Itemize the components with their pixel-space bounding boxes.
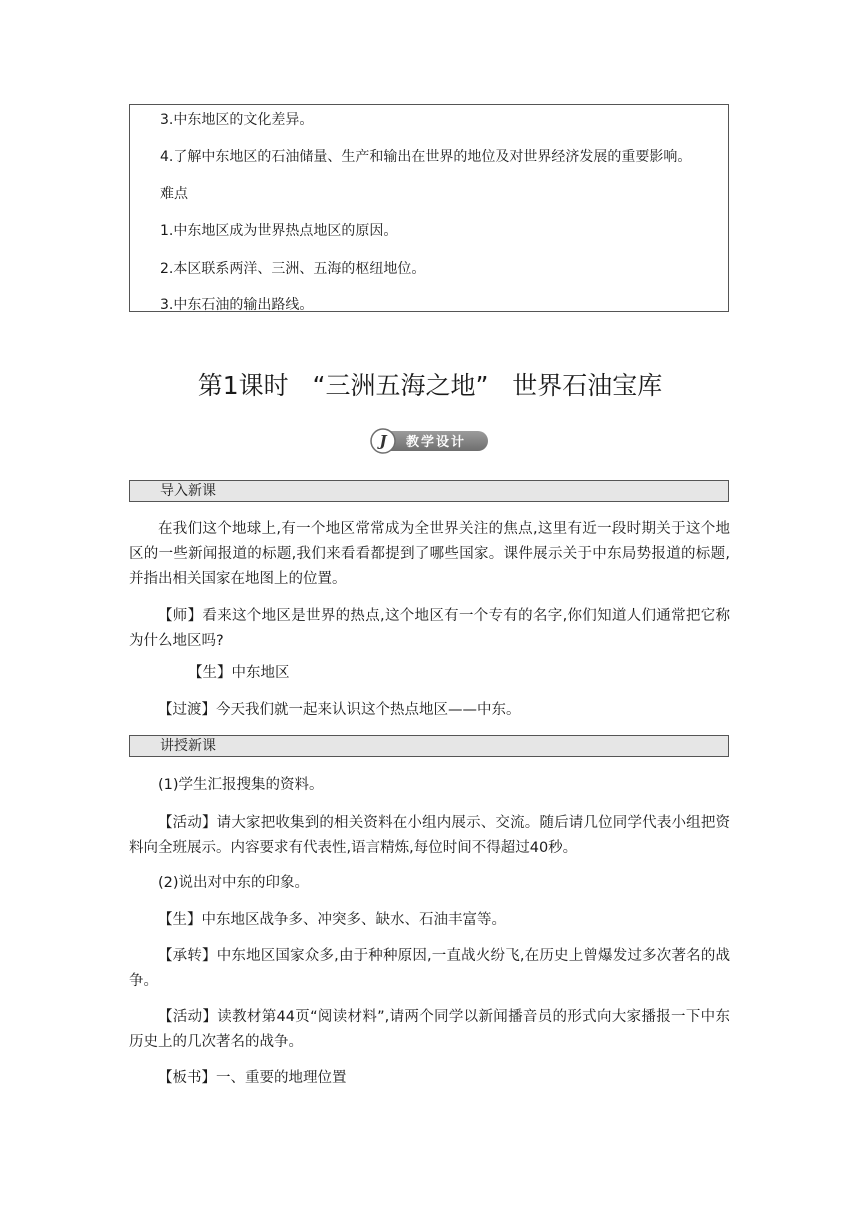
teaching-design-badge xyxy=(370,428,490,454)
teach-item-2: (2)说出对中东的印象。 xyxy=(158,875,310,891)
teach-transition: 【承转】中东地区国家众多,由于种种原因,一直战火纷飞,在历史上曾爆发过多次著名的战争。 xyxy=(129,948,730,989)
section-heading-teach xyxy=(129,735,729,757)
badge-label: 教学设计 xyxy=(405,435,467,450)
teach-activity-2: 【活动】读教材第44页“阅读材料”,请两个同学以新闻播音员的形式向大家播报一下中东历史上的几次著名的战争。 xyxy=(129,1009,730,1050)
teach-activity-1: 【活动】请大家把收集到的相关资料在小组内展示、交流。随后请几位同学代表小组把资料向全班展示。内容要求有代表性,语言精炼,每位时间不得超过40秒。 xyxy=(129,815,730,856)
teach-student-answer: 【生】中东地区战争多、冲突多、缺水、石油丰富等。 xyxy=(158,912,506,928)
objective-line-4: 4.了解中东地区的石油储量、生产和输出在世界的地位及对世界经济发展的重要影响。 xyxy=(160,149,692,165)
section-heading-label: 导入新课 xyxy=(160,483,216,499)
teach-item-1: (1)学生汇报搜集的资料。 xyxy=(158,777,324,793)
intro-transition: 【过渡】今天我们就一起来认识这个热点地区——中东。 xyxy=(158,702,521,718)
difficulty-line-3: 3.中东石油的输出路线。 xyxy=(160,297,314,313)
section-heading-intro xyxy=(129,480,729,502)
objectives-box xyxy=(129,104,729,312)
badge-letter-icon: J xyxy=(379,432,387,450)
teach-blackboard: 【板书】一、重要的地理位置 xyxy=(158,1070,347,1086)
difficulty-line-1: 1.中东地区成为世界热点地区的原因。 xyxy=(160,223,398,239)
intro-paragraph-1: 在我们这个地球上,有一个地区常常成为全世界关注的焦点,这里有近一段时期关于这个地区的一些新闻报道的标题,我们来看看都提到了哪些国家。课件展示关于中东局势报道的标题,并指出相关国家在地图上的位置。 xyxy=(129,521,730,587)
difficulty-line-2: 2.本区联系两洋、三洲、五海的枢纽地位。 xyxy=(160,261,426,277)
objective-line-3: 3.中东地区的文化差异。 xyxy=(160,112,314,128)
intro-paragraph-2: 【师】看来这个地区是世界的热点,这个地区有一个专有的名字,你们知道人们通常把它称为什么地区吗? xyxy=(129,608,730,649)
section-heading-label: 讲授新课 xyxy=(160,738,216,754)
lesson-title: 第1课时 “三洲五海之地” 世界石油宝库 xyxy=(197,371,663,400)
difficulties-heading: 难点 xyxy=(160,186,188,202)
intro-student-answer: 【生】中东地区 xyxy=(188,665,290,681)
